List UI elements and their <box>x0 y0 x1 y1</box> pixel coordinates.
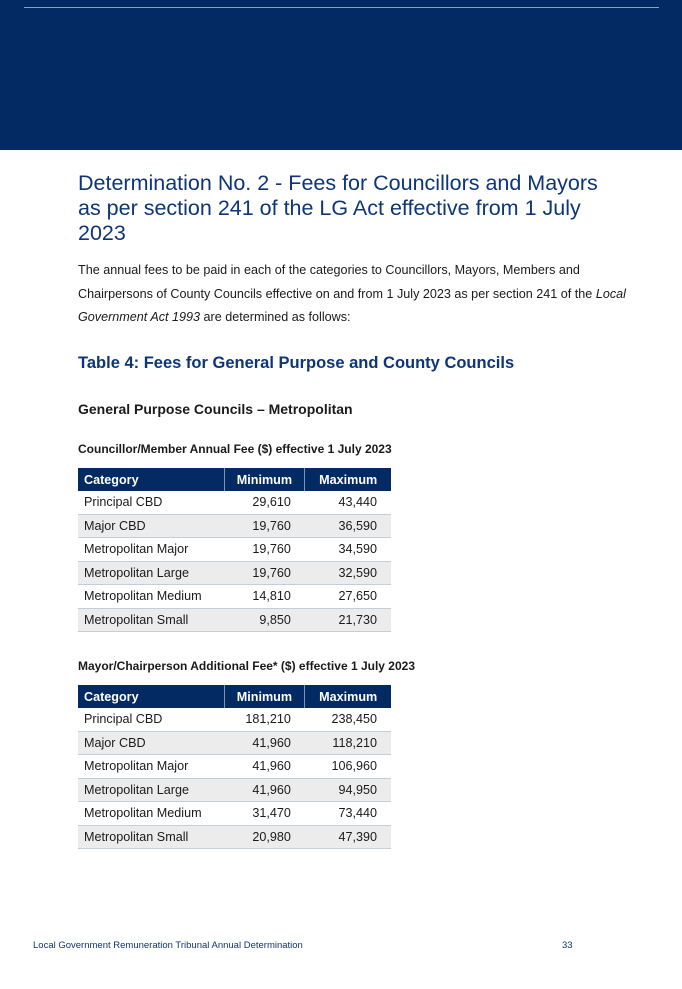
table-row <box>78 802 391 826</box>
column-header-minimum: Minimum <box>224 468 305 491</box>
cell-category: Metropolitan Large <box>78 778 224 802</box>
cell-minimum: 41,960 <box>224 778 305 802</box>
cell-minimum: 31,470 <box>224 802 305 826</box>
cell-minimum: 181,210 <box>224 708 305 731</box>
cell-category: Metropolitan Major <box>78 538 224 562</box>
cell-maximum: 32,590 <box>305 561 391 585</box>
councillor-fee-table <box>78 468 391 632</box>
cell-category: Metropolitan Medium <box>78 802 224 826</box>
cell-minimum: 14,810 <box>224 585 305 609</box>
cell-category: Major CBD <box>78 731 224 755</box>
cell-category: Principal CBD <box>78 708 224 731</box>
cell-maximum: 43,440 <box>305 491 391 514</box>
cell-maximum: 21,730 <box>305 608 391 632</box>
table-header-row <box>78 468 391 491</box>
page-title: Determination No. 2 - Fees for Councillors and Mayors as per section 241 of the LG Act effective from 1 July 2023 <box>78 171 598 245</box>
cell-minimum: 20,980 <box>224 825 305 849</box>
table-row <box>78 561 391 585</box>
column-header-maximum: Maximum <box>305 685 391 708</box>
table-row <box>78 755 391 779</box>
intro-text: The annual fees to be paid in each of the categories to Councillors, Mayors, Members and Chairpersons of County Councils effective on and from 1 July 2023 as per section 241 of the <box>78 263 596 301</box>
cell-minimum: 9,850 <box>224 608 305 632</box>
table-row <box>78 778 391 802</box>
intro-paragraph <box>78 259 638 330</box>
column-header-minimum: Minimum <box>224 685 305 708</box>
cell-minimum: 19,760 <box>224 514 305 538</box>
mayor-fee-table <box>78 685 391 849</box>
banner-divider <box>24 7 659 8</box>
column-header-category: Category <box>78 468 224 491</box>
act-name: Local Government Act 1993 <box>78 286 626 325</box>
table-row <box>78 731 391 755</box>
cell-category: Metropolitan Small <box>78 608 224 632</box>
column-header-maximum: Maximum <box>305 468 391 491</box>
mayor-fee-heading: Mayor/Chairperson Additional Fee* ($) effective 1 July 2023 <box>78 659 415 673</box>
table-row <box>78 514 391 538</box>
cell-maximum: 238,450 <box>305 708 391 731</box>
cell-maximum: 73,440 <box>305 802 391 826</box>
section-heading: General Purpose Councils – Metropolitan <box>78 401 353 417</box>
table-row <box>78 708 391 731</box>
cell-maximum: 94,950 <box>305 778 391 802</box>
cell-minimum: 41,960 <box>224 731 305 755</box>
intro-text-end: are determined as follows: <box>200 310 351 325</box>
cell-category: Principal CBD <box>78 491 224 514</box>
table-heading: Table 4: Fees for General Purpose and County Councils <box>78 354 515 372</box>
cell-category: Metropolitan Small <box>78 825 224 849</box>
cell-category: Metropolitan Medium <box>78 585 224 609</box>
table-row <box>78 585 391 609</box>
cell-maximum: 47,390 <box>305 825 391 849</box>
footer-text: Local Government Remuneration Tribunal Annual Determination <box>33 940 303 951</box>
table-header-row <box>78 685 391 708</box>
table-row <box>78 491 391 514</box>
councillor-fee-heading: Councillor/Member Annual Fee ($) effective 1 July 2023 <box>78 442 392 456</box>
cell-minimum: 19,760 <box>224 561 305 585</box>
page-number: 33 <box>562 940 573 951</box>
table-row <box>78 608 391 632</box>
cell-maximum: 106,960 <box>305 755 391 779</box>
cell-maximum: 27,650 <box>305 585 391 609</box>
cell-maximum: 34,590 <box>305 538 391 562</box>
header-banner <box>0 0 682 150</box>
table-row <box>78 538 391 562</box>
cell-minimum: 19,760 <box>224 538 305 562</box>
column-header-category: Category <box>78 685 224 708</box>
table-row <box>78 825 391 849</box>
cell-minimum: 29,610 <box>224 491 305 514</box>
cell-category: Metropolitan Large <box>78 561 224 585</box>
cell-category: Major CBD <box>78 514 224 538</box>
cell-maximum: 118,210 <box>305 731 391 755</box>
cell-category: Metropolitan Major <box>78 755 224 779</box>
cell-maximum: 36,590 <box>305 514 391 538</box>
cell-minimum: 41,960 <box>224 755 305 779</box>
